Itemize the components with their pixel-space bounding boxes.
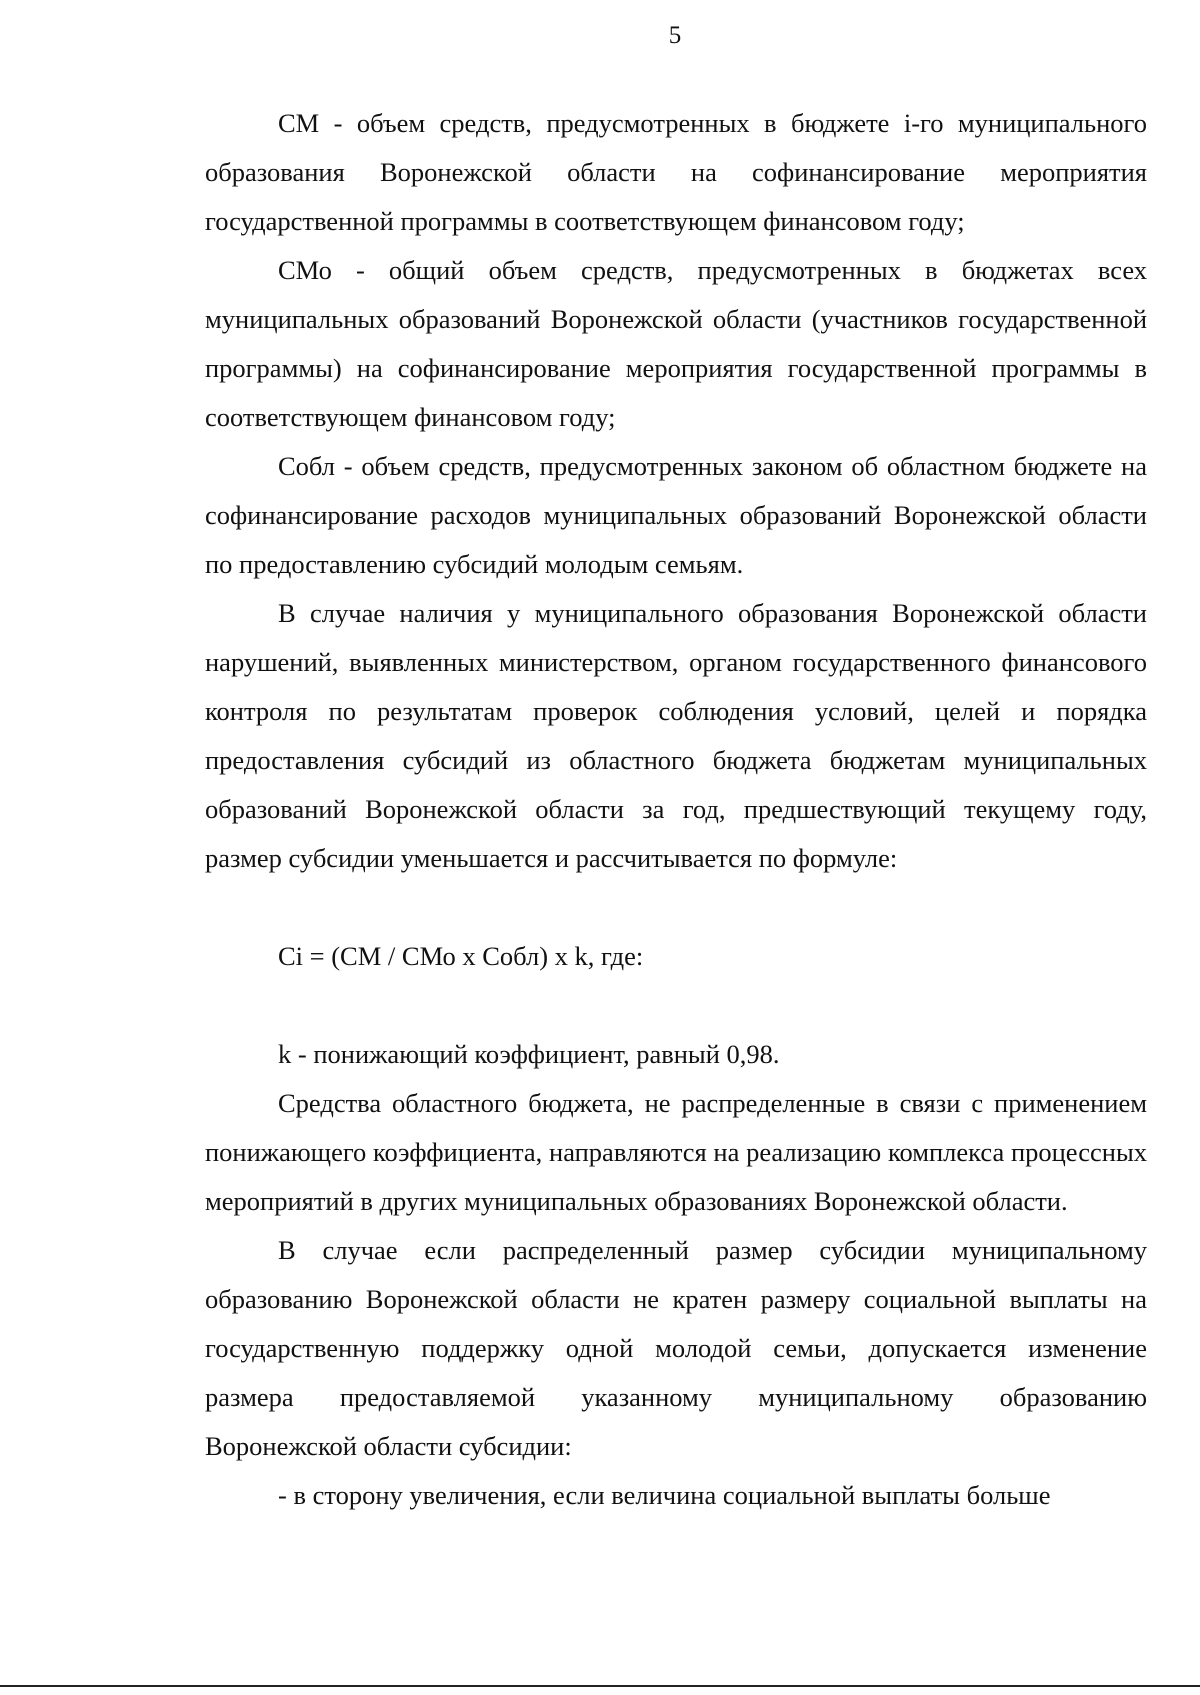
paragraph-sobl-definition: Собл - объем средств, предусмотренных законом об областном бюджете на софинансирование расходов муниципальных образований Воронежской области по предоставлению субсидий молодым семьям. [205,451,1147,579]
subsidy-formula: Сi = (СМ / СМо х Собл) х k, где: [278,941,644,971]
paragraph-undistributed-funds: Средства областного бюджета, не распределенные в связи с применением понижающего коэффициента, направляются на реализацию комплекса процессных мероприятий в других муниципальных образованиях Воронежской области. [205,1088,1147,1216]
paragraph-violations: В случае наличия у муниципального образования Воронежской области нарушений, выявленных министерством, органом государственного финансового контроля по результатам проверок соблюдения условий, целей и порядка предоставления субсидий из областного бюджета бюджетам муниципальных образований Воронежской области за год, предшествующий текущему году, размер субсидии уменьшается и рассчитывается по формуле: [205,598,1147,873]
document-body [205,99,1147,1520]
page-number: 5 [668,22,682,49]
page-bottom-rule [0,1685,1200,1687]
paragraph-sm-definition: СМ - объем средств, предусмотренных в бюджете i-го муниципального образования Воронежской области на софинансирование мероприятия государственной программы в соответствующем финансовом году; [205,108,1147,236]
coefficient-definition: k - понижающий коэффициент, равный 0,98. [278,1039,780,1069]
paragraph-smo-definition: СМо - общий объем средств, предусмотренных в бюджетах всех муниципальных образований Воронежской области (участников государственной программы) на софинансирование мероприятия государственной программы в соответствующем финансовом году; [205,255,1147,432]
paragraph-subsidy-adjustment: В случае если распределенный размер субсидии муниципальному образованию Воронежской области не кратен размеру социальной выплаты на государственную поддержку одной молодой семьи, допускается изменение размера предоставляемой указанному муниципальному образованию Воронежской области субсидии: [205,1235,1147,1461]
paragraph-increase-case: - в сторону увеличения, если величина социальной выплаты больше [278,1480,1051,1510]
